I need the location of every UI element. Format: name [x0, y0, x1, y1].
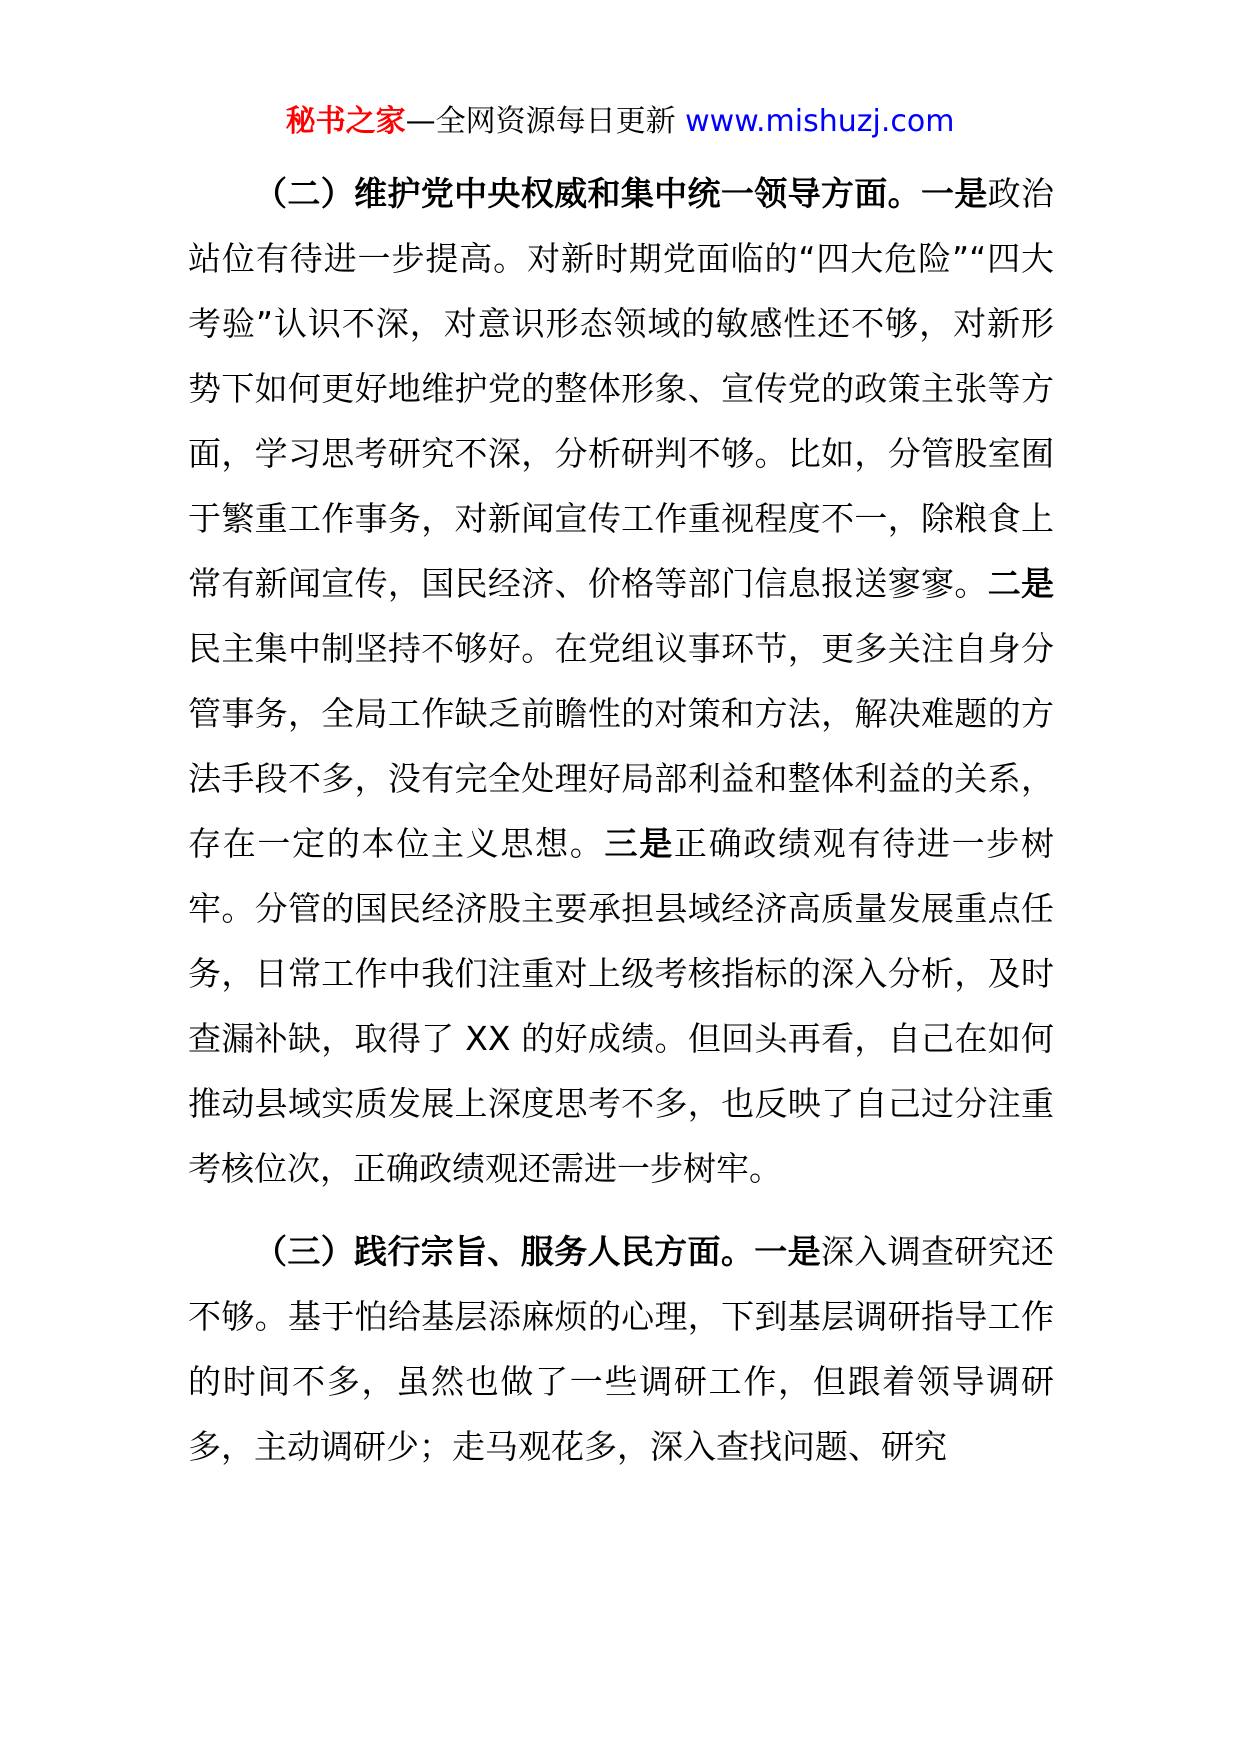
point-text: 正确政绩观有待进一步树牢。分管的国民经济股主要承担县域经济高质量发展重点任务，日常工作中我们注重对上级考核指标的深入分析，及时查漏补缺，取得了 XX 的好成绩。但回头再看，自己在如何推动县域实质发展上深度思考不多，也反映了自己过分注重考核位次，正确政绩观还需进一步树牢。: [188, 824, 1055, 1188]
brand-name: 秘书之家: [285, 104, 406, 139]
point-label: 一是: [754, 1232, 821, 1271]
section-paragraph-3: [188, 1219, 1054, 1479]
website-link[interactable]: www.mishuzj.com: [685, 104, 955, 139]
section-paragraph-2: [188, 161, 1054, 1201]
point-text: 民主集中制坚持不够好。在党组议事环节，更多关注自身分管事务，全局工作缺乏前瞻性的对策和方法，解决难题的方法手段不多，没有完全处理好局部利益和整体利益的关系，存在一定的本位主义思想。: [188, 629, 1054, 863]
document-body: [188, 161, 1054, 1479]
page-header: [0, 100, 1240, 144]
point-label: 一是: [920, 174, 988, 213]
section-heading: （二）维护党中央权威和集中统一领导方面。: [254, 174, 921, 213]
point-label: 三是: [604, 824, 674, 863]
point-label: 二是: [987, 564, 1055, 603]
header-tagline: —全网资源每日更新: [405, 104, 686, 139]
point-text: 深入调查研究还不够。基于怕给基层添麻烦的心理，下到基层调研指导工作的时间不多，虽然也做了一些调研工作，但跟着领导调研多，主动调研少；走马观花多，深入查找问题、研究: [188, 1232, 1055, 1466]
point-text: 政治站位有待进一步提高。对新时期党面临的“四大危险”“四大考验”认识不深，对意识形态领域的敏感性还不够，对新形势下如何更好地维护党的整体形象、宣传党的政策主张等方面，学习思考研究不深，分析研判不够。比如，分管股室囿于繁重工作事务，对新闻宣传工作重视程度不一，除粮食上常有新闻宣传，国民经济、价格等部门信息报送寥寥。: [188, 174, 1055, 603]
section-heading: （三）践行宗旨、服务人民方面。: [254, 1232, 755, 1271]
